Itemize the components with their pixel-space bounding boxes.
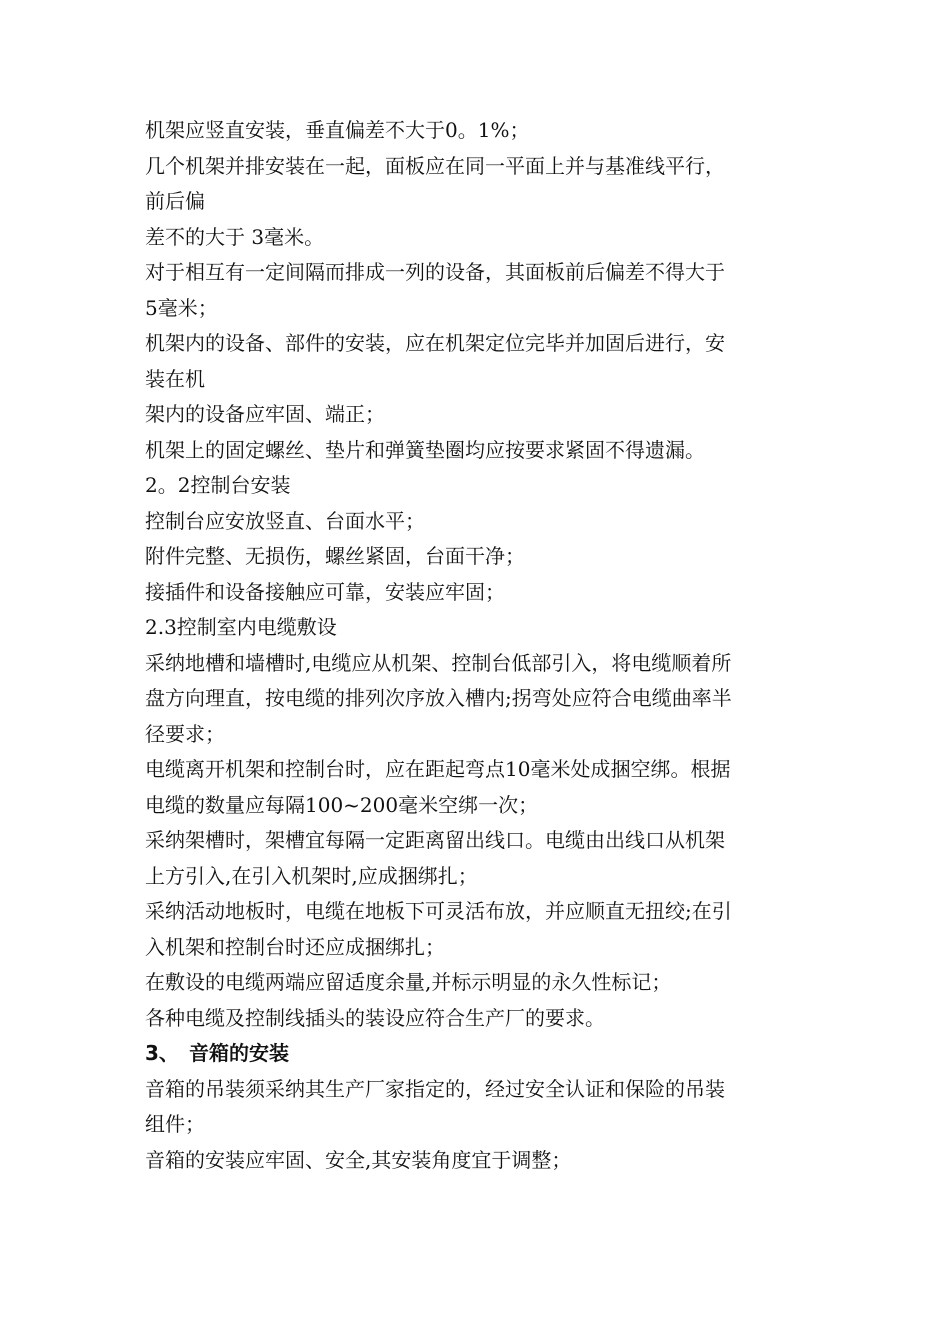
text-line: 5毫米； <box>145 295 218 320</box>
text-line: 接插件和设备接触应可靠，安装应牢固； <box>145 579 505 604</box>
text-line: 前后偏 <box>145 189 205 213</box>
section-title: 2。2控制台安装 <box>145 473 291 497</box>
text-line: 机架内的设备、部件的安装，应在机架定位完毕并加固后进行，安 <box>145 331 725 355</box>
text-line: 径要求； <box>145 721 225 746</box>
text-line: 组件； <box>145 1112 205 1136</box>
text-line: 上方引入,在引入机架时,应成捆绑扎； <box>145 863 478 888</box>
text-line: 对于相互有一定间隔而排成一列的设备，其面板前后偏差不得大于 <box>145 260 725 284</box>
text-line: 采纳架槽时，架槽宜每隔一定距离留出线口。电缆由出线口从机架 <box>145 828 725 852</box>
text-line: 在敷设的电缆两端应留适度余量,并标示明显的永久性标记； <box>145 970 672 994</box>
text-line: 音箱的安装应牢固、安全,其安装角度宜于调整； <box>145 1147 572 1172</box>
section-number: 3、 <box>145 1041 179 1065</box>
section-heading <box>145 1036 815 1072</box>
text-line: 附件完整、无损伤，螺丝紧固，台面干净； <box>145 544 525 568</box>
text-line: 电缆的数量应每隔100~200毫米空绑一次； <box>145 792 539 817</box>
text-line: 各种电缆及控制线插头的装设应符合生产厂的要求。 <box>145 1005 605 1030</box>
text-line: 音箱的吊装须采纳其生产厂家指定的，经过安全认证和保险的吊装 <box>145 1076 725 1101</box>
text-line: 差不的大于 3毫米。 <box>145 224 325 249</box>
text-line: 采纳地槽和墙槽时,电缆应从机架、控制台低部引入，将电缆顺着所 <box>145 650 732 675</box>
text-line: 控制台应安放竖直、台面水平； <box>145 508 425 533</box>
text-line: 装在机 <box>145 366 205 391</box>
text-line: 采纳活动地板时，电缆在地板下可灵活布放，并应顺直无扭绞;在引 <box>145 899 732 923</box>
section-heading-title: 音箱的安装 <box>189 1041 289 1065</box>
text-line: 盘方向理直，按电缆的排列次序放入槽内;拐弯处应符合电缆曲率半 <box>145 686 732 710</box>
text-line: 几个机架并排安装在一起，面板应在同一平面上并与基准线平行， <box>145 153 725 178</box>
text-line: 入机架和控制台时还应成捆绑扎； <box>145 934 445 959</box>
text-line: 电缆离开机架和控制台时，应在距起弯点10毫米处成捆空绑。根据 <box>145 757 731 781</box>
text-line: 机架上的固定螺丝、垫片和弹簧垫圈均应按要求紧固不得遗漏。 <box>145 437 705 462</box>
text-line: 架内的设备应牢固、端正； <box>145 402 385 426</box>
text-line: 机架应竖直安装，垂直偏差不大于0。1%； <box>145 118 530 142</box>
section-title: 2.3控制室内电缆敷设 <box>145 615 337 639</box>
document-body <box>145 113 815 1178</box>
